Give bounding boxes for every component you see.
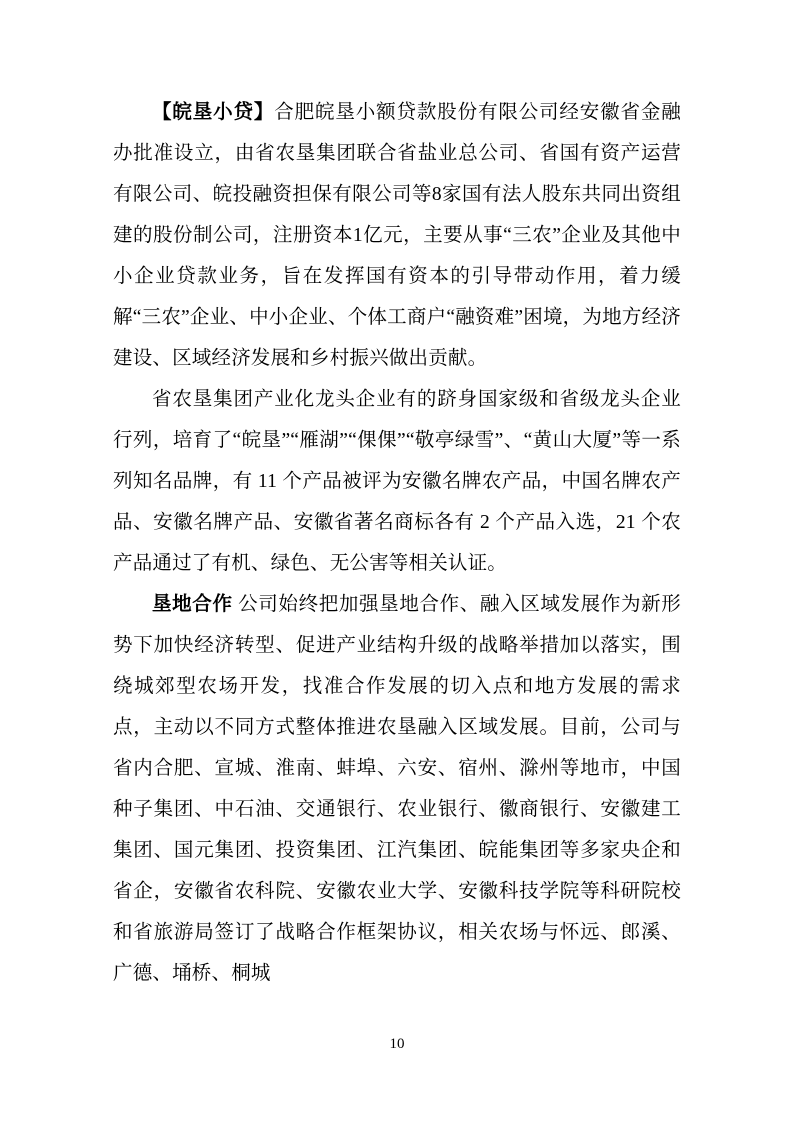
paragraph-1 — [113, 92, 681, 379]
paragraph-1-text: 合肥皖垦小额贷款股份有限公司经安徽省金融办批准设立，由省农垦集团联合省盐业总公司、省国有资产运营有限公司、皖投融资担保有限公司等8家国有法人股东共同出资组建的股份制公司，注册资本1亿元，主要从事“三农”企业及其他中小企业贷款业务，旨在发挥国有资本的引导带动作用，着力缓解“三农”企业、中小企业、个体工商户“融资难”困境，为地方经济建设、区域经济发展和乡村振兴做出贡献。 — [113, 102, 681, 369]
paragraph-1-lead: 【皖垦小贷】 — [152, 102, 275, 123]
paragraph-3 — [113, 584, 681, 994]
paragraph-2 — [113, 379, 681, 584]
paragraph-2-text: 省农垦集团产业化龙头企业有的跻身国家级和省级龙头企业行列，培育了“皖垦”“雁湖”“倮倮”“敬亭绿雪”、“黄山大厦”等一系列知名品牌，有 11 个产品被评为安徽名牌农产品，中国名牌农产品、安徽名牌产品、安徽省著名商标各有 2 个产品入选，21 个农产品通过了有机、绿色、无公害等相关认证。 — [113, 389, 681, 574]
paragraph-3-lead: 垦地合作 — [152, 594, 233, 615]
page-number: 10 — [389, 1036, 405, 1052]
document-body — [113, 92, 681, 994]
paragraph-3-text: 公司始终把加强垦地合作、融入区域发展作为新形势下加快经济转型、促进产业结构升级的战略举措加以落实，围绕城郊型农场开发，找准合作发展的切入点和地方发展的需求点，主动以不同方式整体推进农垦融入区域发展。目前，公司与省内合肥、宣城、淮南、蚌埠、六安、宿州、滁州等地市，中国种子集团、中石油、交通银行、农业银行、徽商银行、安徽建工集团、国元集团、投资集团、江汽集团、皖能集团等多家央企和省企，安徽省农科院、安徽农业大学、安徽科技学院等科研院校和省旅游局签订了战略合作框架协议，相关农场与怀远、郎溪、广德、埇桥、桐城 — [113, 594, 681, 984]
